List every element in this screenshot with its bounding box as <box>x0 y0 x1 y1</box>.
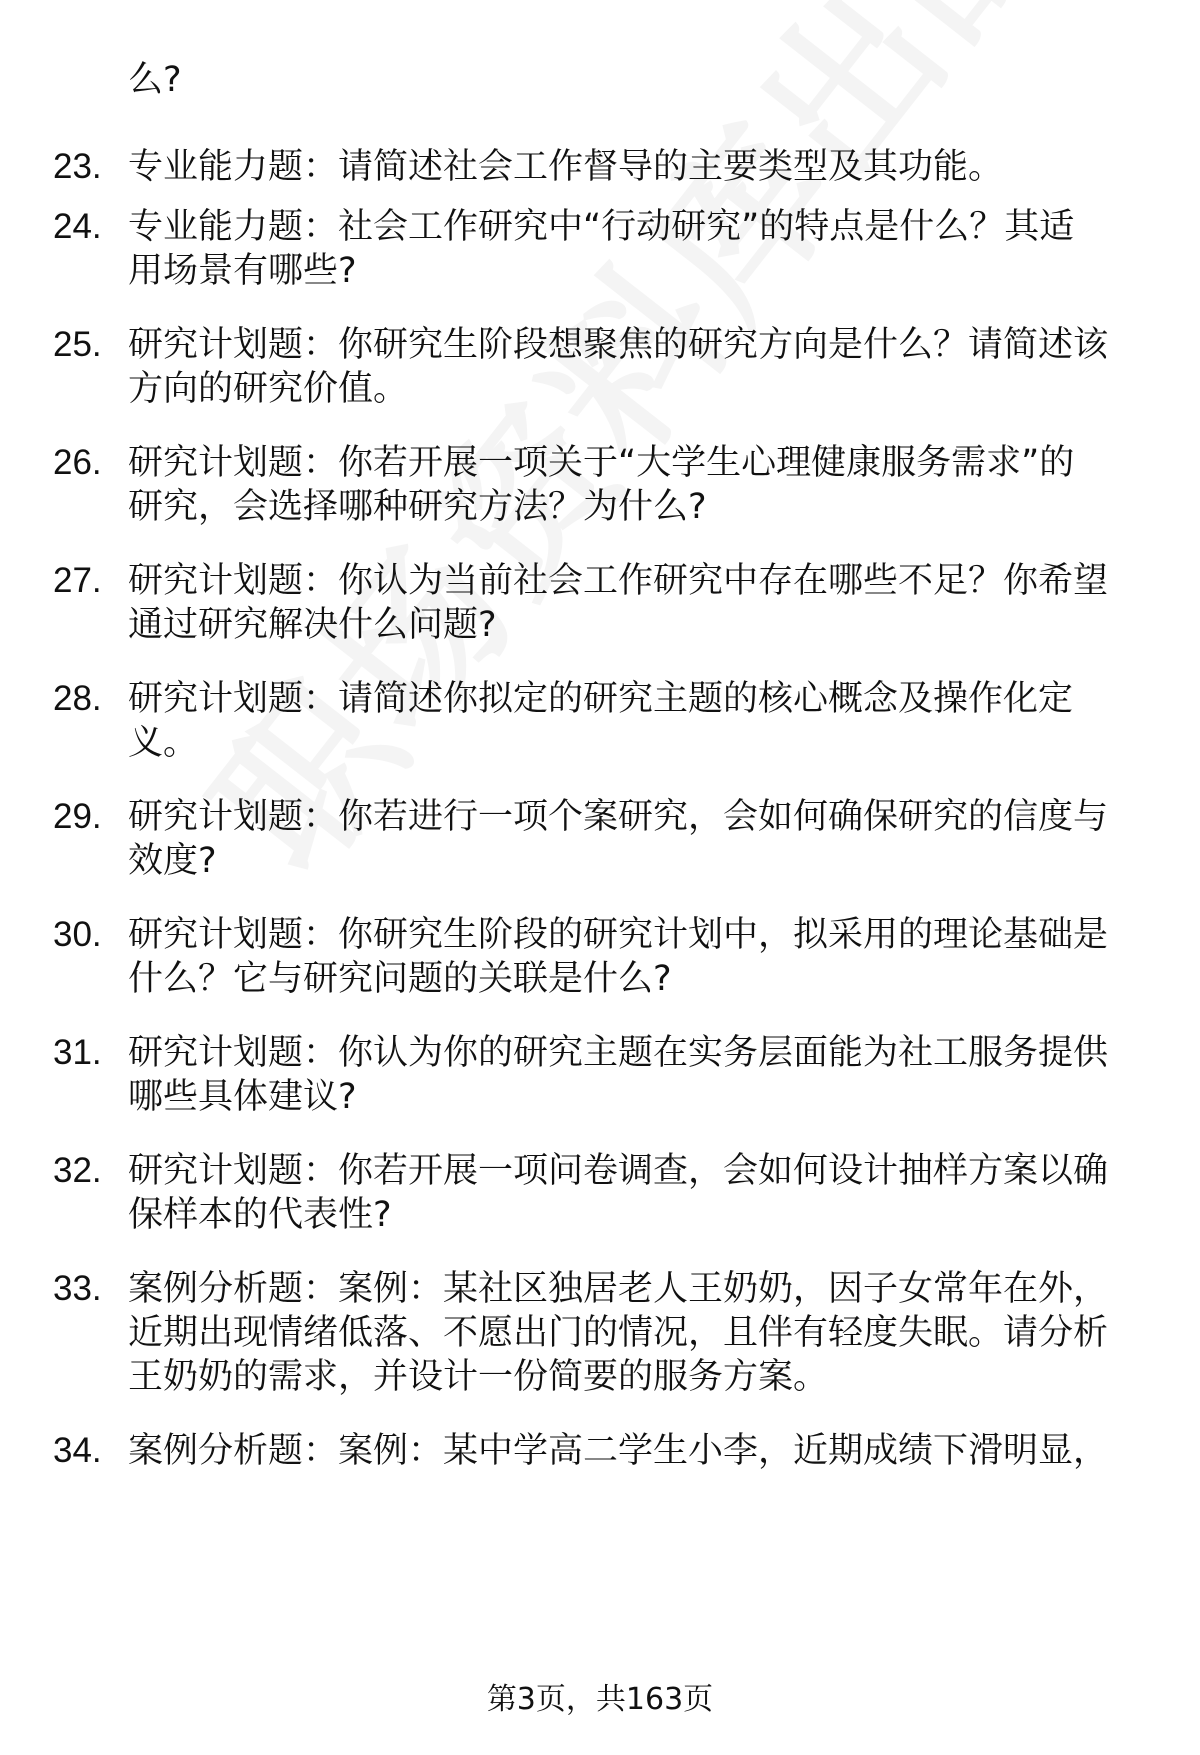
question-number: 34. <box>53 1431 102 1470</box>
question-number: 32. <box>53 1151 102 1190</box>
question-text: 研究计划题：你认为你的研究主题在实务层面能为社工服务提供 哪些具体建议? <box>128 1033 1109 1117</box>
question-number: 30. <box>53 915 102 954</box>
question-number: 33. <box>53 1269 102 1308</box>
question-text: 专业能力题：请简述社会工作督导的主要类型及其功能。 <box>128 147 1004 187</box>
question-number: 25. <box>53 325 102 364</box>
question-text: 案例分析题：案例：某社区独居老人王奶奶，因子女常年在外， 近期出现情绪低落、不愿出门的情况，且伴有轻度失眠。请分析 王奶奶的需求，并设计一份简要的服务方案。 <box>128 1269 1109 1397</box>
question-text: 研究计划题：你若开展一项关于“大学生心理健康服务需求”的 研究，会选择哪种研究方法？为什么? <box>128 443 1075 527</box>
question-text: 案例分析题：案例：某中学高二学生小李，近期成绩下滑明显， <box>128 1431 1109 1471</box>
question-number: 26. <box>53 443 102 482</box>
question-text: 研究计划题：你研究生阶段的研究计划中，拟采用的理论基础是 什么？它与研究问题的关联是什么? <box>128 915 1109 999</box>
question-number: 29. <box>53 797 102 836</box>
question-text: 专业能力题：社会工作研究中“行动研究”的特点是什么？其适 用场景有哪些? <box>128 207 1075 291</box>
question-text: 研究计划题：请简述你拟定的研究主题的核心概念及操作化定 义。 <box>128 679 1074 763</box>
question-text: 研究计划题：你若进行一项个案研究，会如何确保研究的信度与 效度? <box>128 797 1109 881</box>
question-text: 研究计划题：你研究生阶段想聚焦的研究方向是什么？请简述该 方向的研究价值。 <box>128 325 1109 409</box>
page-number-footer: 第3页，共163页 <box>486 1682 714 1717</box>
question-number: 24. <box>53 207 102 246</box>
question-number: 28. <box>53 679 102 718</box>
question-number: 31. <box>53 1033 102 1072</box>
question-number: 23. <box>53 147 102 186</box>
question-text: 研究计划题：你若开展一项问卷调查，会如何设计抽样方案以确 保样本的代表性? <box>128 1151 1109 1235</box>
continuation-text: 么? <box>128 60 182 100</box>
question-text: 研究计划题：你认为当前社会工作研究中存在哪些不足？你希望 通过研究解决什么问题? <box>128 561 1109 645</box>
question-number: 27. <box>53 561 102 600</box>
